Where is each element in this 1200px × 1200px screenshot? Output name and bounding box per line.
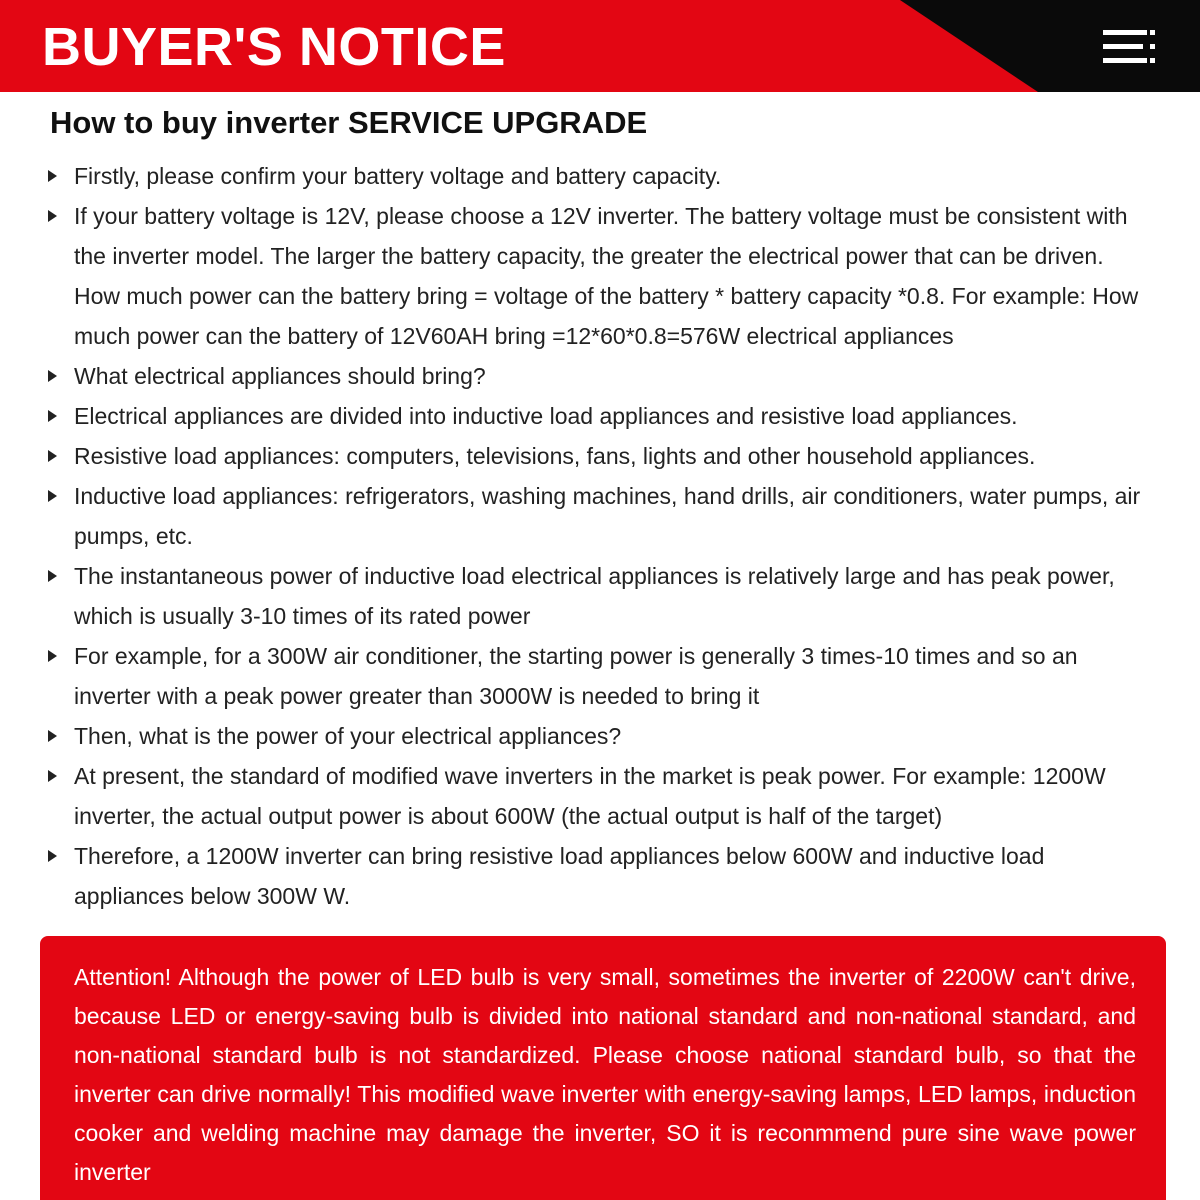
list-item-text: Inductive load appliances: refrigerators, washing machines, hand drills, air conditioners, water pumps, air pumps, etc. (74, 483, 1141, 549)
list-item (44, 756, 1144, 836)
list-item (44, 396, 1144, 436)
list-item-text: Electrical appliances are divided into inductive load appliances and resistive load appliances. (74, 403, 1018, 429)
attention-notice-box (40, 936, 1166, 1200)
list-item (44, 476, 1144, 556)
list-item-text: Therefore, a 1200W inverter can bring resistive load appliances below 600W and inductive load appliances below 300W W. (74, 843, 1045, 909)
attention-notice-text: Attention! Although the power of LED bulb is very small, sometimes the inverter of 2200W can't drive, because LED or energy-saving bulb is divided into national standard and non-national standard, and non-national standard bulb is not standardized. Please choose national standard bulb, so that the inverter can drive normally! This modified wave inverter with energy-saving lamps, LED lamps, induction cooker and welding machine may damage the inverter, SO it is reconmmend pure sine wave power inverter (74, 964, 1136, 1185)
list-item (44, 156, 1144, 196)
bullet-arrow-icon (48, 730, 57, 742)
list-item (44, 636, 1144, 716)
bullet-arrow-icon (48, 490, 57, 502)
page-title: BUYER'S NOTICE (42, 17, 506, 77)
bullet-arrow-icon (48, 170, 57, 182)
header-corner-decoration (900, 0, 1200, 92)
bullet-arrow-icon (48, 410, 57, 422)
bullet-arrow-icon (48, 770, 57, 782)
notice-list (44, 156, 1144, 916)
menu-icon[interactable] (1103, 30, 1155, 64)
list-item (44, 556, 1144, 636)
list-item (44, 196, 1144, 356)
list-item (44, 356, 1144, 396)
list-item (44, 436, 1144, 476)
bullet-arrow-icon (48, 850, 57, 862)
list-item-text: If your battery voltage is 12V, please choose a 12V inverter. The battery voltage must be consistent with the inverter model. The larger the battery capacity, the greater the electrical power that can be driven. How much power can the battery bring = voltage of the battery * battery capacity *0.8. For example: How much power can the battery of 12V60AH bring =12*60*0.8=576W electrical appliances (74, 203, 1139, 349)
bullet-arrow-icon (48, 210, 57, 222)
list-item-text: For example, for a 300W air conditioner, the starting power is generally 3 times-10 times and so an inverter with a peak power greater than 3000W is needed to bring it (74, 643, 1078, 709)
list-item-text: Then, what is the power of your electrical appliances? (74, 723, 622, 749)
list-item-text: The instantaneous power of inductive load electrical appliances is relatively large and has peak power, which is usually 3-10 times of its rated power (74, 563, 1115, 629)
list-item-text: Firstly, please confirm your battery voltage and battery capacity. (74, 163, 722, 189)
list-item-text: What electrical appliances should bring? (74, 363, 486, 389)
list-item (44, 836, 1144, 916)
bullet-arrow-icon (48, 570, 57, 582)
list-item-text: Resistive load appliances: computers, televisions, fans, lights and other household appliances. (74, 443, 1036, 469)
bullet-arrow-icon (48, 370, 57, 382)
list-item (44, 716, 1144, 756)
list-item-text: At present, the standard of modified wave inverters in the market is peak power. For example: 1200W inverter, the actual output power is about 600W (the actual output is half of the target) (74, 763, 1106, 829)
section-title: How to buy inverter SERVICE UPGRADE (50, 105, 648, 140)
bullet-arrow-icon (48, 450, 57, 462)
header-banner (0, 0, 1200, 92)
bullet-arrow-icon (48, 650, 57, 662)
